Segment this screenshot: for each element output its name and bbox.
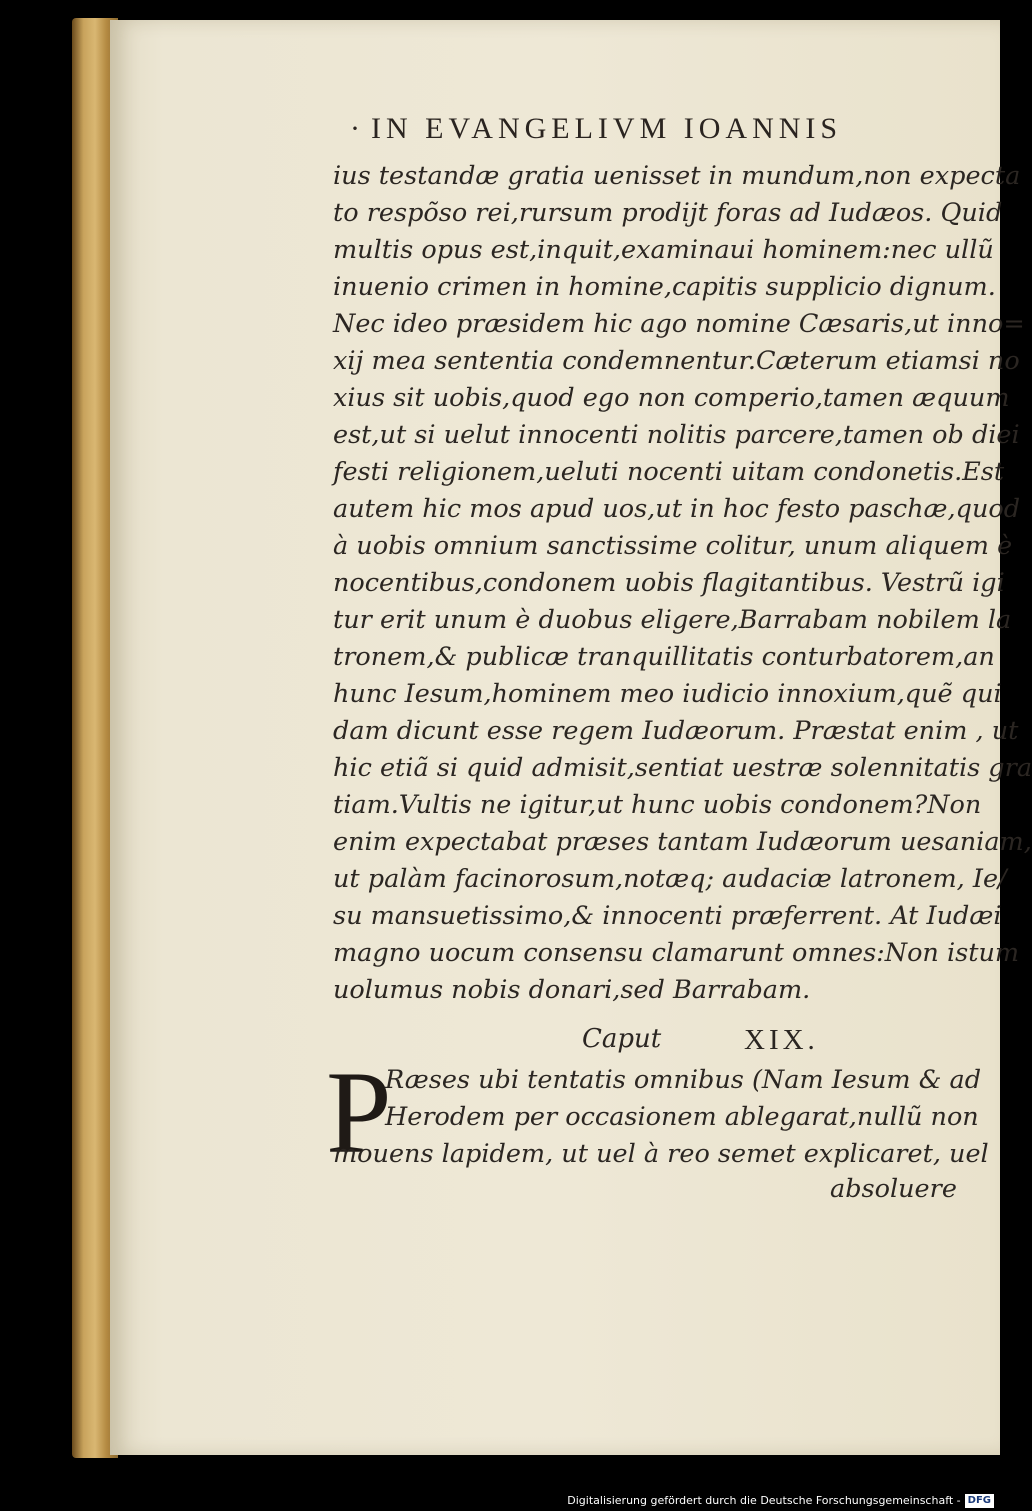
text-line: to respõso rei,rursum prodijt foras ad Iudæos. Quid (333, 198, 1003, 228)
text-line: ut palàm facinorosum,notæq; audaciæ latronem, Ie/ (333, 864, 1007, 894)
text-line: inuenio crimen in homine,capitis supplicio dignum. (333, 272, 996, 302)
running-head-dot: · (350, 112, 365, 145)
chapter-line: Herodem per occasionem ablegarat,nullũ non (385, 1102, 979, 1132)
text-line: multis opus est,inquit,examinaui hominem:nec ullũ (333, 235, 994, 265)
text-line: uolumus nobis donari,sed Barrabam. (333, 975, 811, 1005)
text-line: xij mea sententia condemnentur.Cæterum etiamsi no (333, 346, 1020, 376)
text-line: dam dicunt esse regem Iudæorum. Præstat enim , ut (333, 716, 1019, 746)
chapter-line: mouens lapidem, ut uel à reo semet explicaret, uel (333, 1139, 989, 1169)
text-line: xius sit uobis,quod ego non comperio,tamen æquum (333, 383, 1010, 413)
text-line: tronem,& publicæ tranquillitatis conturbatorem,an (333, 642, 995, 672)
chapter-line: Ræses ubi tentatis omnibus (Nam Iesum & ad (385, 1065, 982, 1095)
footer-text: Digitalisierung gefördert durch die Deutsche Forschungsgemeinschaft - (567, 1494, 961, 1507)
text-line: nocentibus,condonem uobis flagitantibus. Vestrũ igi (333, 568, 1005, 598)
text-line: enim expectabat præses tantam Iudæorum uesaniam, (333, 827, 1032, 857)
digitization-footer (567, 1493, 994, 1509)
text-line: autem hic mos apud uos,ut in hoc festo paschæ,quod (333, 494, 1021, 524)
text-line: hunc Iesum,hominem meo iudicio innoxium,quẽ qui (333, 679, 1002, 709)
drop-cap-initial: P (326, 1047, 392, 1178)
text-line: su mansuetissimo,& innocenti præferrent. At Iudæi (333, 901, 1002, 931)
dfg-logo: DFG (965, 1494, 994, 1508)
text-line: festi religionem,ueluti nocenti uitam condonetis.Est (333, 457, 1005, 487)
catchword: absoluere (830, 1174, 957, 1204)
text-line: hic etiã si quid admisit,sentiat uestræ solennitatis gra (333, 753, 1032, 783)
chapter-label: Caput (582, 1024, 662, 1054)
text-line: ius testandæ gratia uenisset in mundum,non expecta (333, 161, 1021, 191)
running-head (350, 112, 930, 146)
text-line: Nec ideo præsidem hic ago nomine Cæsaris,ut inno= (333, 309, 1025, 339)
running-head-text: IN EVANGELIVM IOANNIS (371, 112, 843, 145)
chapter-text (333, 1062, 989, 1173)
text-line: à uobis omnium sanctissime colitur, unum aliquem è (333, 531, 1013, 561)
text-line: magno uocum consensu clamarunt omnes:Non istum (333, 938, 1020, 968)
text-line: tur erit unum è duobus eligere,Barrabam nobilem la (333, 605, 1012, 635)
text-line: est,ut si uelut innocenti nolitis parcere,tamen ob diei (333, 420, 1020, 450)
body-text (333, 158, 1032, 1009)
text-line: tiam.Vultis ne igitur,ut hunc uobis condonem?Non (333, 790, 982, 820)
chapter-number: XIX. (744, 1024, 819, 1056)
